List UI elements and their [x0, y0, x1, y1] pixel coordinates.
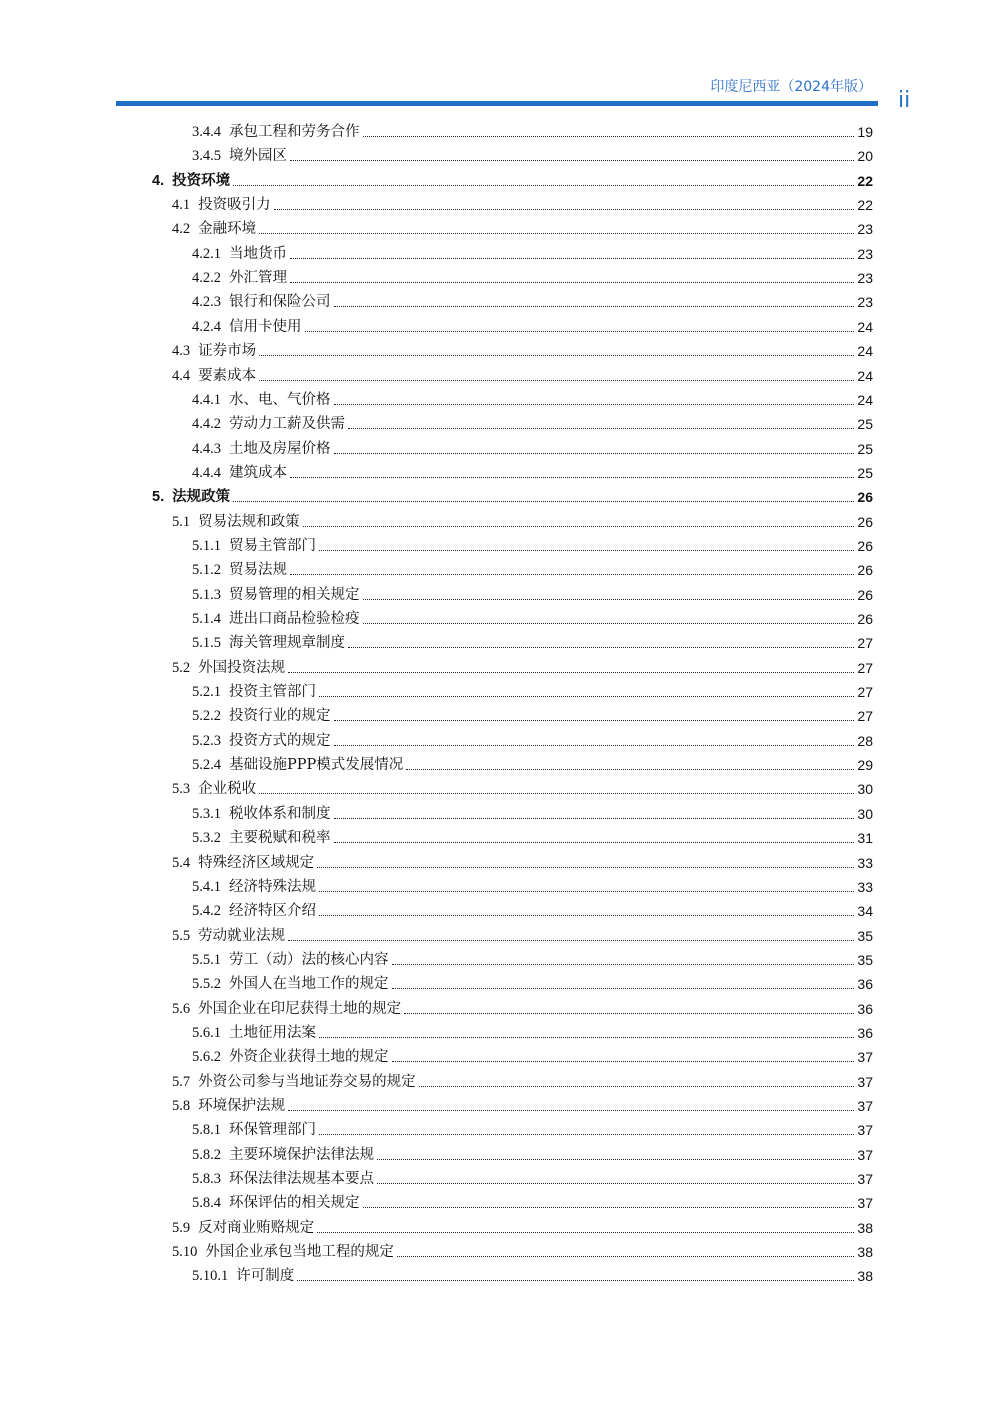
toc-entry[interactable]: [192, 752, 873, 774]
toc-entry-label: [192, 1121, 316, 1139]
toc-entry-label: [192, 732, 331, 750]
dot-leader: [290, 258, 854, 259]
toc-entry-title: 土地及房屋价格: [229, 440, 331, 457]
dot-leader: [233, 501, 854, 502]
dot-leader: [317, 1232, 854, 1233]
toc-entry-title: 信用卡使用: [229, 318, 302, 335]
toc-entry-page: 30: [857, 805, 873, 822]
toc-entry-title: 许可制度: [236, 1268, 295, 1285]
toc-entry-label: [192, 464, 287, 482]
toc-entry-number: 4.4.4: [192, 464, 221, 481]
dot-leader: [334, 404, 855, 405]
toc-entry-title: 投资吸引力: [198, 197, 271, 214]
toc-entry[interactable]: [192, 533, 873, 555]
toc-entry-number: 4.2.1: [192, 245, 221, 262]
toc-entry-title: 贸易法规和政策: [198, 513, 300, 530]
toc-entry-number: 4.3: [172, 343, 191, 360]
toc-entry-number: 5.8.3: [192, 1171, 221, 1188]
toc-entry-title: 外国企业在印尼获得土地的规定: [198, 1000, 402, 1017]
toc-entry-number: 5.10: [172, 1244, 198, 1261]
dot-leader: [319, 1134, 854, 1135]
toc-entry-number: 5.3: [172, 781, 191, 798]
toc-entry-label: [192, 318, 302, 336]
toc-entry-page: 20: [857, 148, 873, 165]
toc-entry-label: [192, 415, 345, 433]
toc-entry[interactable]: [192, 436, 873, 458]
dot-leader: [290, 477, 854, 478]
dot-leader: [319, 550, 854, 551]
toc-entry-title: 贸易管理的相关规定: [229, 586, 360, 603]
toc-entry-page: 27: [857, 659, 873, 676]
toc-entry-page: 36: [857, 976, 873, 993]
toc-entry-label: [192, 878, 316, 896]
toc-entry-label: [172, 659, 285, 677]
toc-entry-page: 33: [857, 854, 873, 871]
toc-entry[interactable]: [192, 1166, 873, 1188]
dot-leader: [317, 867, 854, 868]
toc-entry-page: 37: [857, 1122, 873, 1139]
toc-entry-number: 3.4.4: [192, 124, 221, 140]
toc-entry-title: 承包工程和劳务合作: [229, 124, 360, 140]
toc-entry-page: 35: [857, 927, 873, 944]
toc-entry-page: 23: [857, 294, 873, 311]
toc-entry-label: [172, 1219, 314, 1237]
toc-entry-label: [152, 172, 230, 190]
toc-entry[interactable]: [192, 1117, 873, 1139]
toc-entry[interactable]: [192, 874, 873, 896]
toc-entry-label: [172, 927, 285, 945]
dot-leader: [377, 1159, 854, 1160]
toc-entry-title: 投资方式的规定: [229, 732, 331, 749]
toc-entry-page: 28: [857, 732, 873, 749]
toc-entry-title: 反对商业贿赂规定: [198, 1219, 315, 1236]
toc-entry-number: 5.2.1: [192, 684, 221, 701]
toc-entry-number: 5.8.1: [192, 1122, 221, 1139]
toc-entry-number: 5.10.1: [192, 1268, 229, 1285]
dot-leader: [404, 1013, 854, 1014]
toc-entry-title: 证券市场: [198, 343, 257, 360]
dot-leader: [233, 185, 854, 186]
toc-entry-page: 22: [857, 197, 873, 214]
toc-entry-title: 进出口商品检验检疫: [229, 611, 360, 627]
dot-leader: [319, 1037, 854, 1038]
toc-entry[interactable]: [192, 1020, 873, 1042]
dot-leader: [305, 331, 855, 332]
dot-leader: [334, 453, 855, 454]
toc-entry-page: 34: [857, 903, 873, 920]
toc-entry-title: 劳工（动）法的核心内容: [229, 951, 389, 968]
dot-leader: [319, 696, 854, 697]
toc-entry[interactable]: [172, 216, 873, 238]
toc-entry-page: 27: [857, 635, 873, 652]
toc-entry-number: 5.1.2: [192, 562, 221, 579]
toc-entry-page: 22: [857, 172, 873, 189]
toc-entry-title: 外资企业获得土地的规定: [229, 1049, 389, 1066]
toc-entry-number: 4.1: [172, 197, 191, 214]
toc-entry-number: 4.2.4: [192, 318, 221, 335]
toc-entry-title: 金融环境: [198, 221, 257, 238]
dot-leader: [348, 647, 854, 648]
toc-entry-title: 主要环境保护法律法规: [229, 1146, 374, 1163]
toc-entry[interactable]: [192, 703, 873, 725]
toc-entry-title: 环保评估的相关规定: [229, 1195, 360, 1212]
toc-entry-number: 5.5.2: [192, 976, 221, 993]
toc-entry[interactable]: [192, 241, 873, 263]
toc-entry-title: 贸易主管部门: [229, 537, 316, 554]
toc-entry-title: 经济特区介绍: [229, 903, 316, 920]
toc-entry[interactable]: [172, 363, 873, 385]
toc-entry-title: 外国人在当地工作的规定: [229, 976, 389, 993]
toc-entry-label: [192, 440, 331, 458]
toc-entry-page: 33: [857, 878, 873, 895]
toc-entry-title: 环保管理部门: [229, 1122, 316, 1139]
toc-entry-title: 环境保护法规: [198, 1098, 286, 1114]
toc-entry-page: 23: [857, 270, 873, 287]
toc-entry-number: 5.9: [172, 1219, 191, 1236]
toc-entry-title: 外汇管理: [229, 270, 287, 287]
toc-entry-number: 5.4: [172, 854, 191, 871]
toc-entry[interactable]: [192, 679, 873, 701]
toc-entry-title: 外资公司参与当地证券交易的规定: [198, 1073, 416, 1090]
toc-entry-number: 5.1.4: [192, 611, 221, 627]
dot-leader: [334, 306, 855, 307]
toc-entry-label: [192, 586, 360, 604]
toc-entry-page: 37: [857, 1073, 873, 1090]
page-number: ii: [898, 88, 911, 113]
toc-entry-page: 19: [857, 124, 873, 140]
toc-entry-number: 5.4.1: [192, 878, 221, 895]
toc-entry[interactable]: [192, 582, 873, 604]
toc-entry-page: 24: [857, 391, 873, 408]
toc-entry[interactable]: [192, 898, 873, 920]
toc-entry[interactable]: [172, 1215, 873, 1237]
dot-leader: [274, 209, 855, 210]
dot-leader: [392, 1061, 855, 1062]
toc-entry-label: [192, 1048, 389, 1066]
toc-entry-number: 4.: [152, 172, 165, 189]
toc-entry[interactable]: [172, 192, 873, 214]
toc-entry-label: [192, 1024, 316, 1042]
toc-entry-page: 24: [857, 367, 873, 384]
toc-entry-page: 37: [857, 1171, 873, 1188]
toc-entry[interactable]: [192, 143, 873, 165]
toc-entry-page: 23: [857, 245, 873, 262]
toc-entry-number: 5.3.1: [192, 805, 221, 822]
toc-entry-label: [192, 707, 331, 725]
dot-leader: [288, 1110, 854, 1111]
toc-entry[interactable]: [192, 387, 873, 409]
toc-entry-page: 36: [857, 1024, 873, 1041]
toc-entry-title: 境外园区: [229, 148, 287, 165]
toc-entry-number: 4.4.1: [192, 391, 221, 408]
toc-entry-title: 特殊经济区域规定: [198, 854, 315, 871]
toc-entry-title: 贸易法规: [229, 562, 287, 579]
toc-entry-label: [192, 975, 389, 993]
toc-entry-title: 企业税收: [198, 781, 257, 798]
toc-entry-number: 3.4.5: [192, 148, 221, 165]
toc-entry-page: 29: [857, 757, 873, 774]
toc-entry[interactable]: [192, 314, 873, 336]
toc-entry-label: [192, 902, 316, 920]
dot-leader: [297, 1280, 854, 1281]
toc-entry-number: 4.2.2: [192, 270, 221, 287]
dot-leader: [348, 428, 854, 429]
dot-leader: [363, 136, 855, 137]
toc-entry-label: [172, 196, 271, 214]
toc-entry-title: 劳动就业法规: [198, 927, 286, 944]
toc-entry-page: 25: [857, 464, 873, 481]
toc-entry-number: 5.2.4: [192, 757, 221, 774]
toc-entry-label: [172, 367, 256, 385]
toc-entry-page: 26: [857, 537, 873, 554]
toc-entry-number: 5.: [152, 489, 165, 506]
dot-leader: [334, 818, 855, 819]
dot-leader: [259, 355, 854, 356]
toc-entry-title: 法规政策: [172, 488, 231, 506]
toc-entry-label: [192, 561, 287, 579]
toc-entry[interactable]: [192, 1044, 873, 1066]
toc-entry-label: [192, 1170, 374, 1188]
toc-entry[interactable]: [152, 168, 873, 190]
toc-entry[interactable]: [172, 509, 873, 531]
toc-entry-label: [192, 147, 287, 165]
toc-entry-number: 4.4.2: [192, 416, 221, 433]
toc-entry-number: 5.4.2: [192, 903, 221, 920]
toc-entry[interactable]: [192, 1263, 873, 1285]
toc-entry-label: [172, 1097, 285, 1115]
toc-entry-label: [192, 245, 287, 263]
toc-entry-page: 37: [857, 1146, 873, 1163]
toc-entry-title: 劳动力工薪及供需: [229, 416, 345, 433]
toc-entry-title: 银行和保险公司: [229, 294, 331, 311]
toc-entry-label: [192, 269, 287, 287]
toc-entry-label: [152, 488, 230, 506]
toc-entry-label: [172, 220, 256, 238]
toc-entry[interactable]: [192, 1190, 873, 1212]
dot-leader: [319, 891, 854, 892]
toc-entry[interactable]: [192, 557, 873, 579]
toc-entry-number: 5.1.5: [192, 635, 221, 652]
toc-entry-label: [172, 1073, 416, 1091]
toc-entry-label: [192, 537, 316, 555]
toc-entry-page: 27: [857, 684, 873, 701]
toc-entry-page: 27: [857, 708, 873, 725]
toc-entry-label: [172, 1243, 394, 1261]
toc-entry-title: 外国企业承包当地工程的规定: [205, 1244, 394, 1261]
toc-entry-page: 35: [857, 951, 873, 968]
toc-entry-number: 4.2: [172, 221, 191, 238]
toc-entry[interactable]: [172, 1069, 873, 1091]
toc-entry-number: 5.1: [172, 513, 191, 530]
dot-leader: [377, 1183, 854, 1184]
toc-entry[interactable]: [172, 923, 873, 945]
toc-entry-number: 5.6.1: [192, 1024, 221, 1041]
toc-entry-label: [192, 1194, 360, 1212]
dot-leader: [334, 745, 855, 746]
toc-entry-title: 基础设施PPP模式发展情况: [229, 757, 404, 774]
toc-entry-number: 5.8: [172, 1098, 191, 1114]
dot-leader: [363, 623, 855, 624]
toc-entry-label: [192, 756, 403, 774]
toc-entry-title: 投资环境: [172, 171, 231, 189]
toc-entry-number: 5.3.2: [192, 830, 221, 847]
toc-entry[interactable]: [172, 338, 873, 360]
toc-entry[interactable]: [192, 289, 873, 311]
running-header-title: 印度尼西亚（2024年版）: [710, 79, 872, 95]
dot-leader: [290, 160, 854, 161]
toc-entry-page: 30: [857, 781, 873, 798]
toc-entry-number: 4.4: [172, 367, 191, 384]
toc-entry-page: 38: [857, 1219, 873, 1236]
toc-entry-title: 当地货币: [229, 245, 287, 262]
toc-entry-number: 5.2.3: [192, 732, 221, 749]
toc-entry[interactable]: [172, 776, 873, 798]
toc-entry[interactable]: [192, 971, 873, 993]
dot-leader: [406, 769, 854, 770]
toc-entry[interactable]: [192, 460, 873, 482]
toc-entry-page: 38: [857, 1244, 873, 1261]
toc-entry-title: 投资主管部门: [229, 684, 316, 701]
toc-entry-label: [192, 829, 331, 847]
toc-entry[interactable]: [192, 411, 873, 433]
header-rule: [116, 101, 878, 106]
toc-entry-number: 5.5.1: [192, 951, 221, 968]
toc-entry-title: 水、电、气价格: [229, 391, 331, 408]
toc-entry[interactable]: [192, 825, 873, 847]
toc-entry-label: [192, 1267, 294, 1285]
toc-entry-page: 26: [857, 513, 873, 530]
dot-leader: [319, 915, 854, 916]
toc-entry[interactable]: [172, 655, 873, 677]
toc-entry-number: 5.1.1: [192, 537, 221, 554]
toc-entry-title: 建筑成本: [229, 464, 287, 481]
toc-entry-title: 环保法律法规基本要点: [229, 1171, 374, 1188]
toc-entry-number: 4.4.3: [192, 440, 221, 457]
toc-entry[interactable]: [192, 728, 873, 750]
toc-entry[interactable]: [192, 947, 873, 969]
toc-entry-page: 23: [857, 221, 873, 238]
toc-entry-page: 26: [857, 586, 873, 603]
toc-entry-label: [172, 854, 314, 872]
toc-entry[interactable]: [192, 265, 873, 287]
toc-entry-page: 38: [857, 1268, 873, 1285]
toc-entry[interactable]: [192, 606, 873, 628]
dot-leader: [290, 574, 854, 575]
toc-entry-number: 4.2.3: [192, 294, 221, 311]
toc-entry-page: 26: [857, 562, 873, 579]
toc-entry-page: 37: [857, 1195, 873, 1212]
toc-entry[interactable]: [192, 801, 873, 823]
toc-entry-title: 要素成本: [198, 367, 257, 384]
dot-leader: [392, 964, 855, 965]
toc-entry[interactable]: [152, 484, 873, 506]
toc-entry-label: [192, 1146, 374, 1164]
toc-entry-label: [172, 780, 256, 798]
toc-entry-title: 土地征用法案: [229, 1024, 316, 1041]
toc-entry-page: 37: [857, 1049, 873, 1066]
toc-entry-page: 24: [857, 343, 873, 360]
toc-entry-number: 5.2: [172, 659, 191, 676]
toc-entry-number: 5.7: [172, 1073, 191, 1090]
toc-entry-title: 税收体系和制度: [229, 805, 331, 822]
toc-entry-label: [192, 293, 331, 311]
toc-entry-page: 24: [857, 318, 873, 335]
toc-entry-label: [192, 391, 331, 409]
toc-entry-number: 5.6.2: [192, 1049, 221, 1066]
dot-leader: [363, 599, 855, 600]
toc-entry-page: 26: [857, 611, 873, 627]
toc-entry-label: [192, 634, 345, 652]
toc-entry-page: 25: [857, 416, 873, 433]
toc-entry-page: 37: [857, 1098, 873, 1114]
toc-entry-label: [172, 513, 300, 531]
dot-leader: [334, 842, 855, 843]
toc-entry-page: 36: [857, 1000, 873, 1017]
toc-entry-number: 5.6: [172, 1000, 191, 1017]
dot-leader: [290, 282, 854, 283]
dot-leader: [303, 526, 855, 527]
toc-entry-number: 5.2.2: [192, 708, 221, 725]
toc-entry-label: [192, 805, 331, 823]
dot-leader: [288, 940, 854, 941]
toc-entry-page: 31: [857, 830, 873, 847]
toc-entry[interactable]: [192, 630, 873, 652]
dot-leader: [397, 1256, 855, 1257]
dot-leader: [259, 233, 854, 234]
dot-leader: [259, 380, 854, 381]
toc-entry-title: 经济特殊法规: [229, 878, 316, 895]
toc-entry[interactable]: [172, 1239, 873, 1261]
toc-entry-number: 5.5: [172, 927, 191, 944]
toc-entry-label: [172, 1000, 401, 1018]
toc-entry-label: [192, 683, 316, 701]
toc-entry-number: 5.8.4: [192, 1195, 221, 1212]
toc-entry-title: 投资行业的规定: [229, 708, 331, 725]
toc-entry[interactable]: [192, 119, 873, 141]
toc-entry[interactable]: [172, 1093, 873, 1115]
dot-leader: [419, 1086, 855, 1087]
toc-entry-number: 5.8.2: [192, 1146, 221, 1163]
dot-leader: [334, 720, 855, 721]
dot-leader: [259, 793, 854, 794]
toc-entry[interactable]: [172, 850, 873, 872]
toc-entry-label: [192, 610, 360, 628]
toc-entry-title: 外国投资法规: [198, 659, 286, 676]
toc-entry-label: [172, 342, 256, 360]
toc-entry-number: 5.1.3: [192, 586, 221, 603]
toc-entry-title: 主要税赋和税率: [229, 830, 331, 847]
toc-entry-label: [192, 951, 389, 969]
dot-leader: [392, 988, 855, 989]
toc-entry-page: 25: [857, 440, 873, 457]
dot-leader: [363, 1207, 855, 1208]
toc-entry[interactable]: [172, 996, 873, 1018]
toc-entry-title: 海关管理规章制度: [229, 635, 345, 652]
dot-leader: [288, 672, 854, 673]
toc-entry-page: 26: [857, 489, 873, 506]
toc-entry[interactable]: [192, 1142, 873, 1164]
toc-entry-label: [192, 123, 360, 141]
